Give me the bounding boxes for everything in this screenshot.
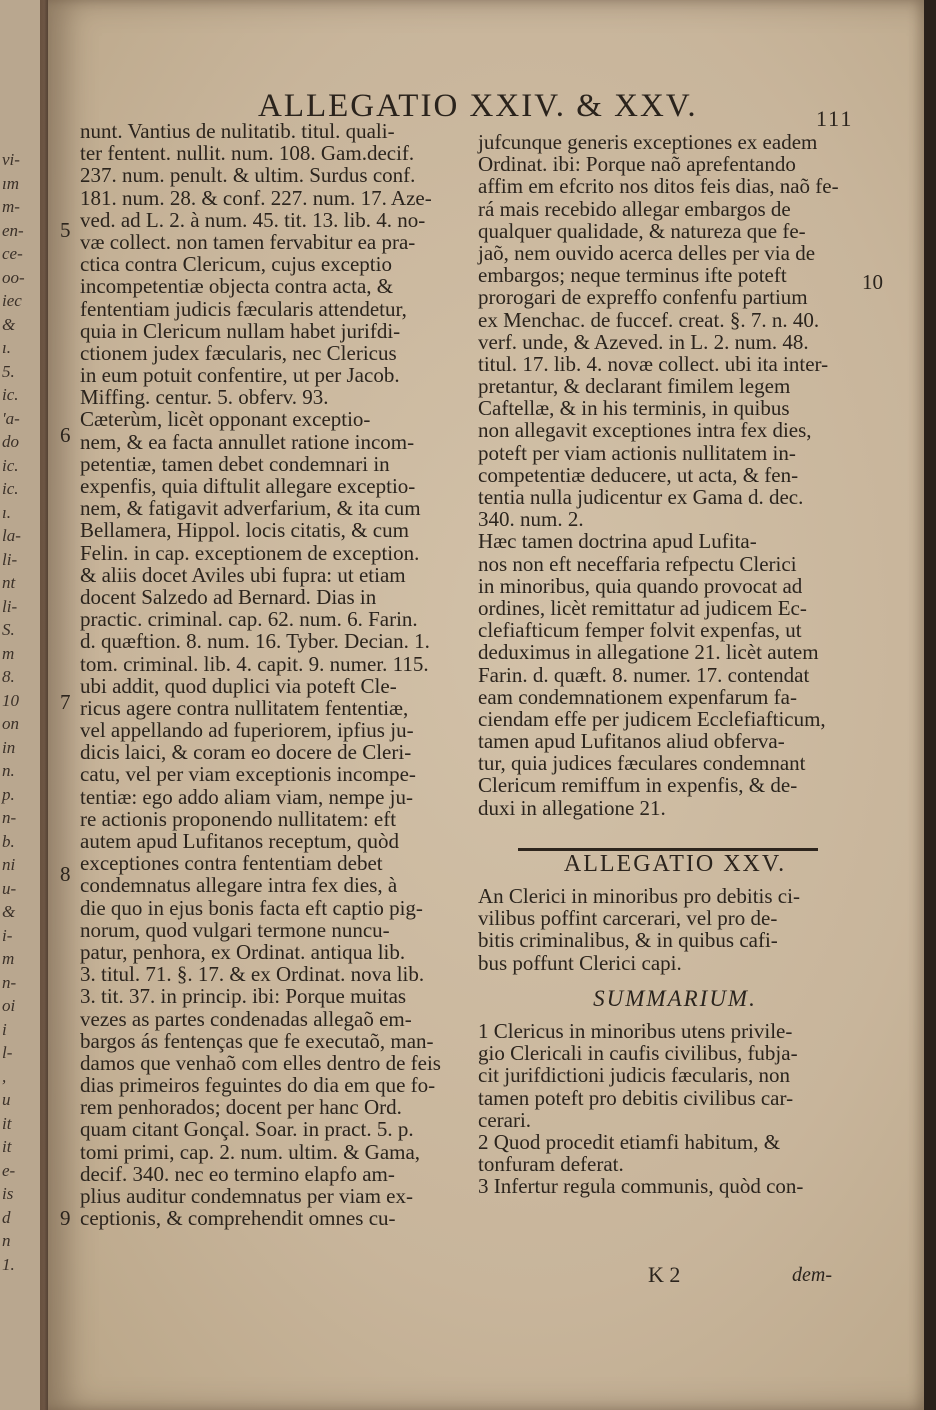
- summarium-line: 2 Quod procedit etiamfi habitum, &: [478, 1129, 781, 1154]
- question-line: bitis criminalibus, & in quibus cafi-: [478, 928, 778, 953]
- text-line: damos que venhaõ com elles dentro de feis: [80, 1050, 441, 1075]
- text-line: bargos ás fentenças que fe executaõ, man-: [80, 1028, 434, 1053]
- prev-page-fragment: ı.: [2, 338, 11, 357]
- text-line: dicis laici, & coram eo docere de Cleri-: [80, 740, 412, 765]
- prev-page-fragment: u: [2, 1090, 11, 1109]
- text-line: competentiæ deducere, ut acta, & fen-: [478, 462, 799, 487]
- prev-page-fragment: it: [2, 1137, 12, 1156]
- text-line: 3. tit. 37. in princip. ibi: Porque muitas: [80, 984, 407, 1009]
- prev-page-fragment: n: [2, 1231, 11, 1250]
- text-line: Caftellæ, & in his terminis, in quibus: [478, 396, 790, 421]
- prev-page-fragment: oo-: [2, 267, 25, 287]
- text-line: ex Menchac. de fuccef. creat. §. 7. n. 40.: [478, 307, 820, 332]
- summarium-line: 3 Infertur regula communis, quòd con-: [478, 1174, 804, 1199]
- text-line: catu, vel per viam exceptionis incompe-: [80, 762, 416, 787]
- text-line: rem penhorados; docent per hanc Ord.: [80, 1095, 402, 1120]
- previous-page-edge: [0, 0, 40, 1410]
- prev-page-fragment: ni: [2, 855, 16, 874]
- text-line: in eum potuit confentire, ut per Jacob.: [80, 363, 400, 388]
- page: [48, 0, 924, 1410]
- text-line: jaõ, nem ouvido acerca delles per via de: [478, 240, 816, 265]
- text-line: die quo in ejus bonis facta eft captio pig-: [80, 895, 423, 920]
- text-line: Farin. d. quæft. 8. numer. 17. contendat: [478, 662, 810, 687]
- question-line: An Clerici in minoribus pro debitis ci-: [478, 884, 800, 909]
- prev-page-fragment: &: [2, 314, 16, 334]
- text-line: condemnatus allegare intra fex dies, à: [80, 873, 398, 898]
- text-line: poteft per viam actionis nullitatem in-: [478, 440, 796, 465]
- text-line: tur, quia judices fæculares condemnant: [478, 751, 806, 776]
- text-line: & aliis docet Aviles ubi fupra: ut etiam: [80, 562, 406, 587]
- prev-page-fragment: it: [2, 1113, 12, 1133]
- prev-page-fragment: la-: [2, 526, 21, 545]
- text-line: 237. num. penult. & ultim. Surdus conf.: [80, 163, 416, 188]
- text-line: incompetentiæ objecta contra acta, &: [80, 274, 394, 299]
- text-line: ctionem judex fæcularis, nec Clericus: [80, 340, 397, 365]
- prev-page-fragment: li-: [2, 549, 18, 569]
- text-line: expenfis, quia diftulit allegare exceptio-: [80, 474, 416, 498]
- prev-page-fragment: n-: [2, 972, 17, 992]
- section-title: ALLEGATIO XXV.: [563, 850, 787, 877]
- right-column: [478, 131, 872, 1197]
- text-line: plius auditur condemnatus per viam ex-: [80, 1184, 413, 1208]
- prev-page-fragment: d: [2, 1207, 11, 1227]
- prev-page-fragment: 8.: [2, 667, 15, 686]
- text-line: 3. titul. 71. §. 17. & ex Ordinat. nova lib.: [80, 962, 425, 987]
- text-line: dias primeiros feguintes do dia em que fo-: [80, 1073, 436, 1098]
- catchword: dem-: [792, 1264, 832, 1286]
- text-line: re actionis proponendo nullitatem: eft: [80, 806, 397, 831]
- text-line: non allegavit exceptiones intra fex dies,: [478, 418, 812, 443]
- prev-page-fragment: ic.: [2, 385, 19, 404]
- summarium-line: tonfuram deferat.: [478, 1152, 624, 1177]
- text-line: tentia nulla judicentur ex Gama d. dec.: [478, 485, 804, 509]
- text-line: quia in Clericum nullam habet jurifdi-: [80, 318, 401, 343]
- text-line: Bellamera, Hippol. locis citatis, & cum: [80, 518, 409, 543]
- text-line: nem, & ea facta annullet ratione incom-: [80, 429, 415, 454]
- prev-page-fragment: do: [2, 432, 19, 451]
- prev-page-fragment: ım: [2, 173, 19, 193]
- summarium-list: [478, 1020, 872, 1198]
- signature-mark: K 2: [648, 1262, 681, 1287]
- text-line: practic. criminal. cap. 62. num. 6. Farin.: [80, 607, 418, 632]
- text-line: 340. num. 2.: [478, 507, 584, 532]
- text-line: duxi in allegatione 21.: [478, 795, 666, 820]
- margin-number: 10: [862, 270, 883, 294]
- prev-page-fragment: n.: [2, 761, 15, 780]
- question-line: bus poffunt Clerici capi.: [478, 950, 682, 975]
- text-line: quam citant Gonçal. Soar. in pract. 5. p.: [80, 1117, 414, 1142]
- prev-page-fragment: m: [2, 949, 15, 968]
- section-rule: [518, 848, 818, 851]
- prev-page-fragment: nt: [2, 573, 16, 592]
- text-line: Cæterùm, licèt opponant exceptio-: [80, 407, 371, 432]
- margin-number: 6: [60, 423, 71, 447]
- text-line: tentiæ: ego addo aliam viam, nempe ju-: [80, 784, 413, 809]
- prev-page-fragment: b.: [2, 831, 15, 851]
- text-line: nunt. Vantius de nulitatib. titul. quali-: [80, 119, 395, 143]
- question-line: vilibus poffint carcerari, vel pro de-: [478, 906, 778, 931]
- text-line: verf. unde, & Azeved. in L. 2. num. 48.: [478, 329, 809, 354]
- text-line: petentiæ, tamen debet condemnari in: [80, 451, 390, 476]
- text-line: d. quæftion. 8. num. 16. Tyber. Decian. 1.: [80, 629, 430, 654]
- text-line: ciendam effe per judicem Ecclefiafticum,: [478, 706, 826, 731]
- prev-page-fragment: p.: [2, 784, 15, 804]
- prev-page-fragment: e-: [2, 1160, 16, 1180]
- margin-number: 7: [60, 690, 71, 714]
- prev-page-fragment: li-: [2, 596, 18, 616]
- text-line: Hæc tamen doctrina apud Lufita-: [478, 529, 757, 554]
- text-line: tomi primi, cap. 2. num. ultim. & Gama,: [80, 1139, 421, 1164]
- text-line: rá mais recebido allegar embargos de: [478, 196, 791, 221]
- prev-page-fragment: ce-: [2, 244, 23, 263]
- text-line: ter fentent. nullit. num. 108. Gam.decif.: [80, 141, 415, 166]
- left-column: [80, 120, 484, 1229]
- text-line: nem, & fatigavit adverfarium, & ita cum: [80, 496, 421, 521]
- prev-page-fragment: 'a-: [2, 408, 20, 428]
- prev-page-fragment: on: [2, 714, 19, 733]
- text-line: vezes as partes condenadas allegaõ em-: [80, 1006, 412, 1031]
- text-line: affim em efcrito nos ditos feis dias, naõ fe-: [478, 174, 839, 199]
- prev-page-fragment: 1.: [2, 1254, 15, 1274]
- running-header: ALLEGATIO XXIV. & XXV.: [258, 88, 698, 124]
- prev-page-fragment: is: [2, 1184, 14, 1203]
- text-line: Ordinat. ibi: Porque naõ aprefentando: [478, 152, 796, 177]
- margin-number: 5: [60, 218, 71, 242]
- prev-page-fragment: 10: [2, 690, 19, 710]
- prev-page-fragment: oi: [2, 996, 16, 1015]
- text-line: vel appellando ad fuperiorem, ipfius ju-: [80, 718, 414, 743]
- text-line: Miffing. centur. 5. obferv. 93.: [80, 385, 329, 410]
- text-line: ctica contra Clericum, cujus exceptio: [80, 252, 392, 277]
- prev-page-fragment: u-: [2, 878, 17, 898]
- summarium-line: gio Clericali in caufis civilibus, fubja-: [478, 1041, 798, 1066]
- prev-page-fragment: ı.: [2, 502, 11, 522]
- text-line: eam condemnationem expenfarum fa-: [478, 684, 797, 709]
- text-line: deduximus in allegatione 21. licèt autem: [478, 640, 819, 665]
- text-line: Clericum remiffum in expenfis, & de-: [478, 773, 798, 798]
- prev-page-fragment: m-: [2, 197, 20, 216]
- text-line: væ collect. non tamen fervabitur ea pra-: [80, 229, 416, 254]
- text-line: ricus agere contra nullitatem fententiæ,: [80, 695, 409, 720]
- folio-number: 111: [816, 106, 854, 131]
- text-line: 181. num. 28. & conf. 227. num. 17. Aze-: [80, 185, 432, 210]
- text-line: patur, penhora, ex Ordinat. antiqua lib.: [80, 939, 406, 964]
- summarium-line: 1 Clericus in minoribus utens privile-: [478, 1018, 793, 1043]
- prev-page-fragment: ,: [2, 1066, 7, 1086]
- prev-page-fragment: iec: [2, 291, 22, 310]
- text-line: Felin. in cap. exceptionem de exception.: [80, 540, 420, 565]
- text-line: ordines, licèt remittatur ad judicem Ec-: [478, 595, 807, 620]
- text-line: prorogari de expreffo confenfu partium: [478, 285, 808, 310]
- prev-page-fragment: i: [2, 1019, 7, 1039]
- prev-page-fragment: &: [2, 902, 16, 921]
- prev-page-fragment: vi-: [2, 150, 20, 169]
- text-line: jufcunque generis exceptiones ex eadem: [478, 130, 818, 154]
- prev-page-fragment: S.: [2, 620, 15, 639]
- text-line: ved. ad L. 2. à num. 45. tit. 13. lib. 4. no-: [80, 207, 426, 232]
- right-column-text: [478, 131, 872, 819]
- prev-page-fragment: en-: [2, 220, 24, 240]
- summarium-line: cerari.: [478, 1107, 532, 1132]
- prev-page-fragment: n-: [2, 808, 17, 827]
- text-line: docent Salzedo ad Bernard. Dias in: [80, 584, 377, 609]
- text-line: autem apud Lufitanos receptum, quòd: [80, 829, 399, 853]
- text-line: pretantur, & declarant fimilem legem: [478, 374, 791, 399]
- allegatio-question: [478, 885, 872, 974]
- text-line: norum, quod vulgari termone nuncu-: [80, 917, 390, 942]
- prev-page-fragment: in: [2, 737, 16, 757]
- text-line: fententiam judicis fæcularis attendetur,: [80, 296, 407, 321]
- prev-page-fragment: l-: [2, 1043, 13, 1062]
- margin-number: 9: [60, 1206, 71, 1230]
- text-line: clefiafticum femper folvit expenfas, ut: [478, 618, 802, 643]
- text-line: embargos; neque terminus ifte poteft: [478, 263, 787, 288]
- margin-number: 8: [60, 862, 71, 886]
- text-line: tamen apud Lufitanos aliud obferva-: [478, 729, 785, 754]
- summarium-line: cit jurifdictioni judicis fæcularis, non: [478, 1063, 791, 1088]
- text-line: ceptionis, & comprehendit omnes cu-: [80, 1206, 396, 1231]
- prev-page-fragment: ic.: [2, 455, 19, 475]
- text-line: nos non eft neceffaria refpectu Clerici: [478, 551, 797, 576]
- prev-page-fragment: 5.: [2, 361, 15, 381]
- prev-page-fragment: ic.: [2, 479, 19, 498]
- text-line: qualquer qualidade, & natureza que fe-: [478, 218, 806, 243]
- summarium-title: SUMMARIUM.: [593, 985, 757, 1011]
- text-line: in minoribus, quia quando provocat ad: [478, 573, 803, 598]
- text-line: exceptiones contra fententiam debet: [80, 851, 383, 876]
- text-line: ubi addit, quod duplici via poteft Cle-: [80, 673, 397, 698]
- prev-page-fragment: i-: [2, 925, 13, 945]
- text-line: titul. 17. lib. 4. novæ collect. ubi ita inter-: [478, 351, 829, 376]
- text-line: decif. 340. nec eo termino elapfo am-: [80, 1161, 395, 1186]
- summarium-line: tamen poteft pro debitis civilibus car-: [478, 1085, 794, 1110]
- prev-page-fragment: m: [2, 643, 15, 663]
- text-line: tom. criminal. lib. 4. capit. 9. numer. 115.: [80, 651, 429, 676]
